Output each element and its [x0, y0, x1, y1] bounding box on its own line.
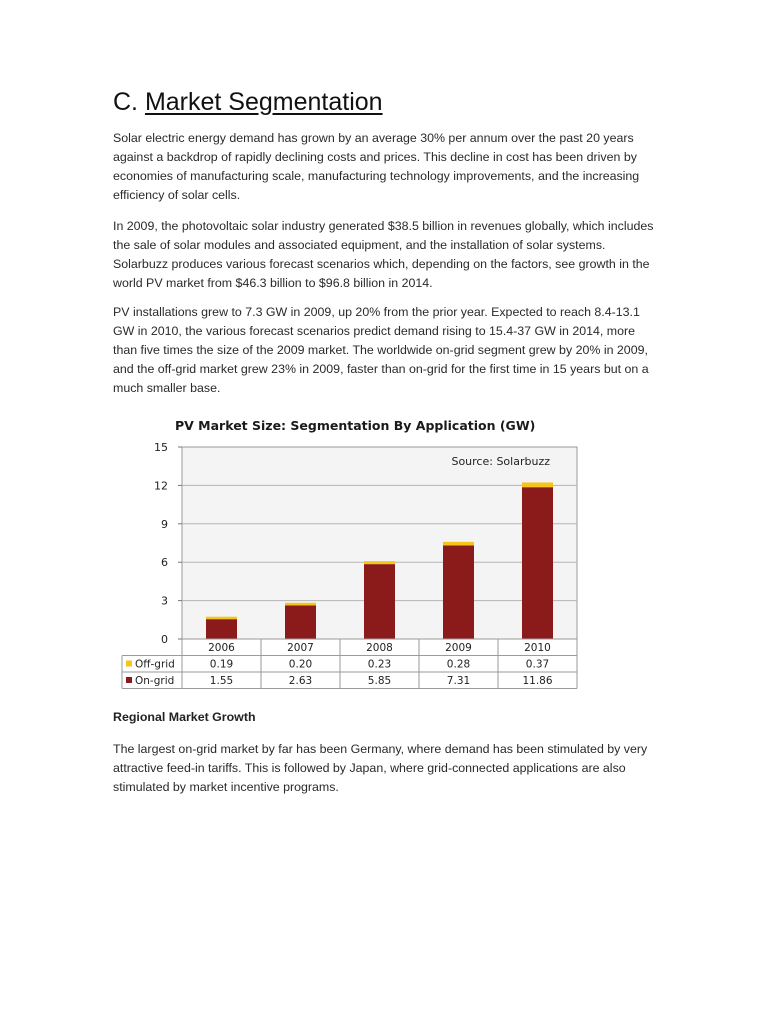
data-label: 2.63 [288, 675, 313, 687]
section-heading-prefix: C. [113, 88, 145, 116]
legend-entry: Off-grid [135, 658, 175, 671]
data-label: 1.55 [209, 675, 234, 687]
x-tick-label: 2009 [445, 642, 472, 654]
paragraph-regional: The largest on-grid market by far has been Germany, where demand has been stimulated by very attractive feed-in tariffs. This is followed by Japan, where grid-connected applications are also stimulated by market incentive programs. [113, 742, 648, 794]
data-label: 0.37 [525, 658, 550, 671]
data-label: 7.31 [446, 675, 471, 687]
y-tick-label: 3 [161, 594, 168, 608]
bar-on-grid [206, 619, 237, 639]
y-tick-label: 9 [161, 517, 168, 531]
paragraph-demand: Solar electric energy demand has grown by an average 30% per annum over the past 20 years against a backdrop of rapidly declining costs and prices. This decline in cost has been driven by economies of manufacturing scale, manufacturing technology improvements, and the increasing efficiency of solar cells. [113, 131, 640, 202]
data-label: 0.19 [209, 658, 234, 671]
x-tick-label: 2008 [366, 642, 393, 654]
x-tick-label: 2007 [287, 642, 314, 654]
paragraph-installations: PV installations grew to 7.3 GW in 2009, up 20% from the prior year. Expected to reach 8.4-13.1 GW in 2010, the various forecast scenarios predict demand rising to 15.4-37 GW in 2014, more than five times the size of the 2009 market. The worldwide on-grid segment grew by 20% in 2009, and the off-grid market grew 23% in 2009, faster than on-grid for the first time in 15 years but on a much smaller base. [113, 305, 649, 395]
section-heading [113, 88, 383, 117]
y-tick-label: 6 [161, 556, 168, 570]
pv-market-chart [120, 410, 590, 695]
data-label: 5.85 [367, 675, 392, 687]
bar-off-grid [206, 617, 237, 619]
subheading-regional: Regional Market Growth [113, 710, 256, 724]
legend-swatch [126, 677, 132, 683]
data-label: 0.23 [367, 658, 392, 671]
bar-on-grid [522, 487, 553, 639]
bar-on-grid [364, 564, 395, 639]
paragraph-revenues: In 2009, the photovoltaic solar industry generated $38.5 billion in revenues globally, which includes the sale of solar modules and associated equipment, and the installation of solar systems. Solarbuzz produces various forecast scenarios which, depending on the factors, see growth in the world PV market from $46.3 billion to $96.8 billion in 2014. [113, 219, 654, 290]
data-label: 0.20 [288, 658, 313, 671]
bar-off-grid [285, 603, 316, 606]
x-tick-label: 2010 [524, 642, 551, 654]
bar-on-grid [443, 545, 474, 639]
x-tick-label: 2006 [208, 642, 235, 654]
legend-entry: On-grid [135, 675, 175, 687]
bar-off-grid [443, 542, 474, 546]
legend-swatch [126, 661, 132, 667]
chart-svg [120, 410, 590, 695]
bar-off-grid [364, 561, 395, 564]
chart-title: PV Market Size: Segmentation By Application (GW) [175, 418, 536, 433]
chart-annotation: Source: Solarbuzz [451, 455, 550, 468]
section-heading-title: Market Segmentation [144, 88, 383, 116]
data-label: 0.28 [446, 658, 471, 671]
y-tick-label: 0 [161, 633, 168, 646]
y-tick-label: 15 [154, 441, 168, 454]
y-tick-label: 12 [154, 479, 168, 493]
bar-off-grid [522, 482, 553, 487]
data-label: 11.86 [522, 675, 553, 687]
bar-on-grid [285, 605, 316, 639]
